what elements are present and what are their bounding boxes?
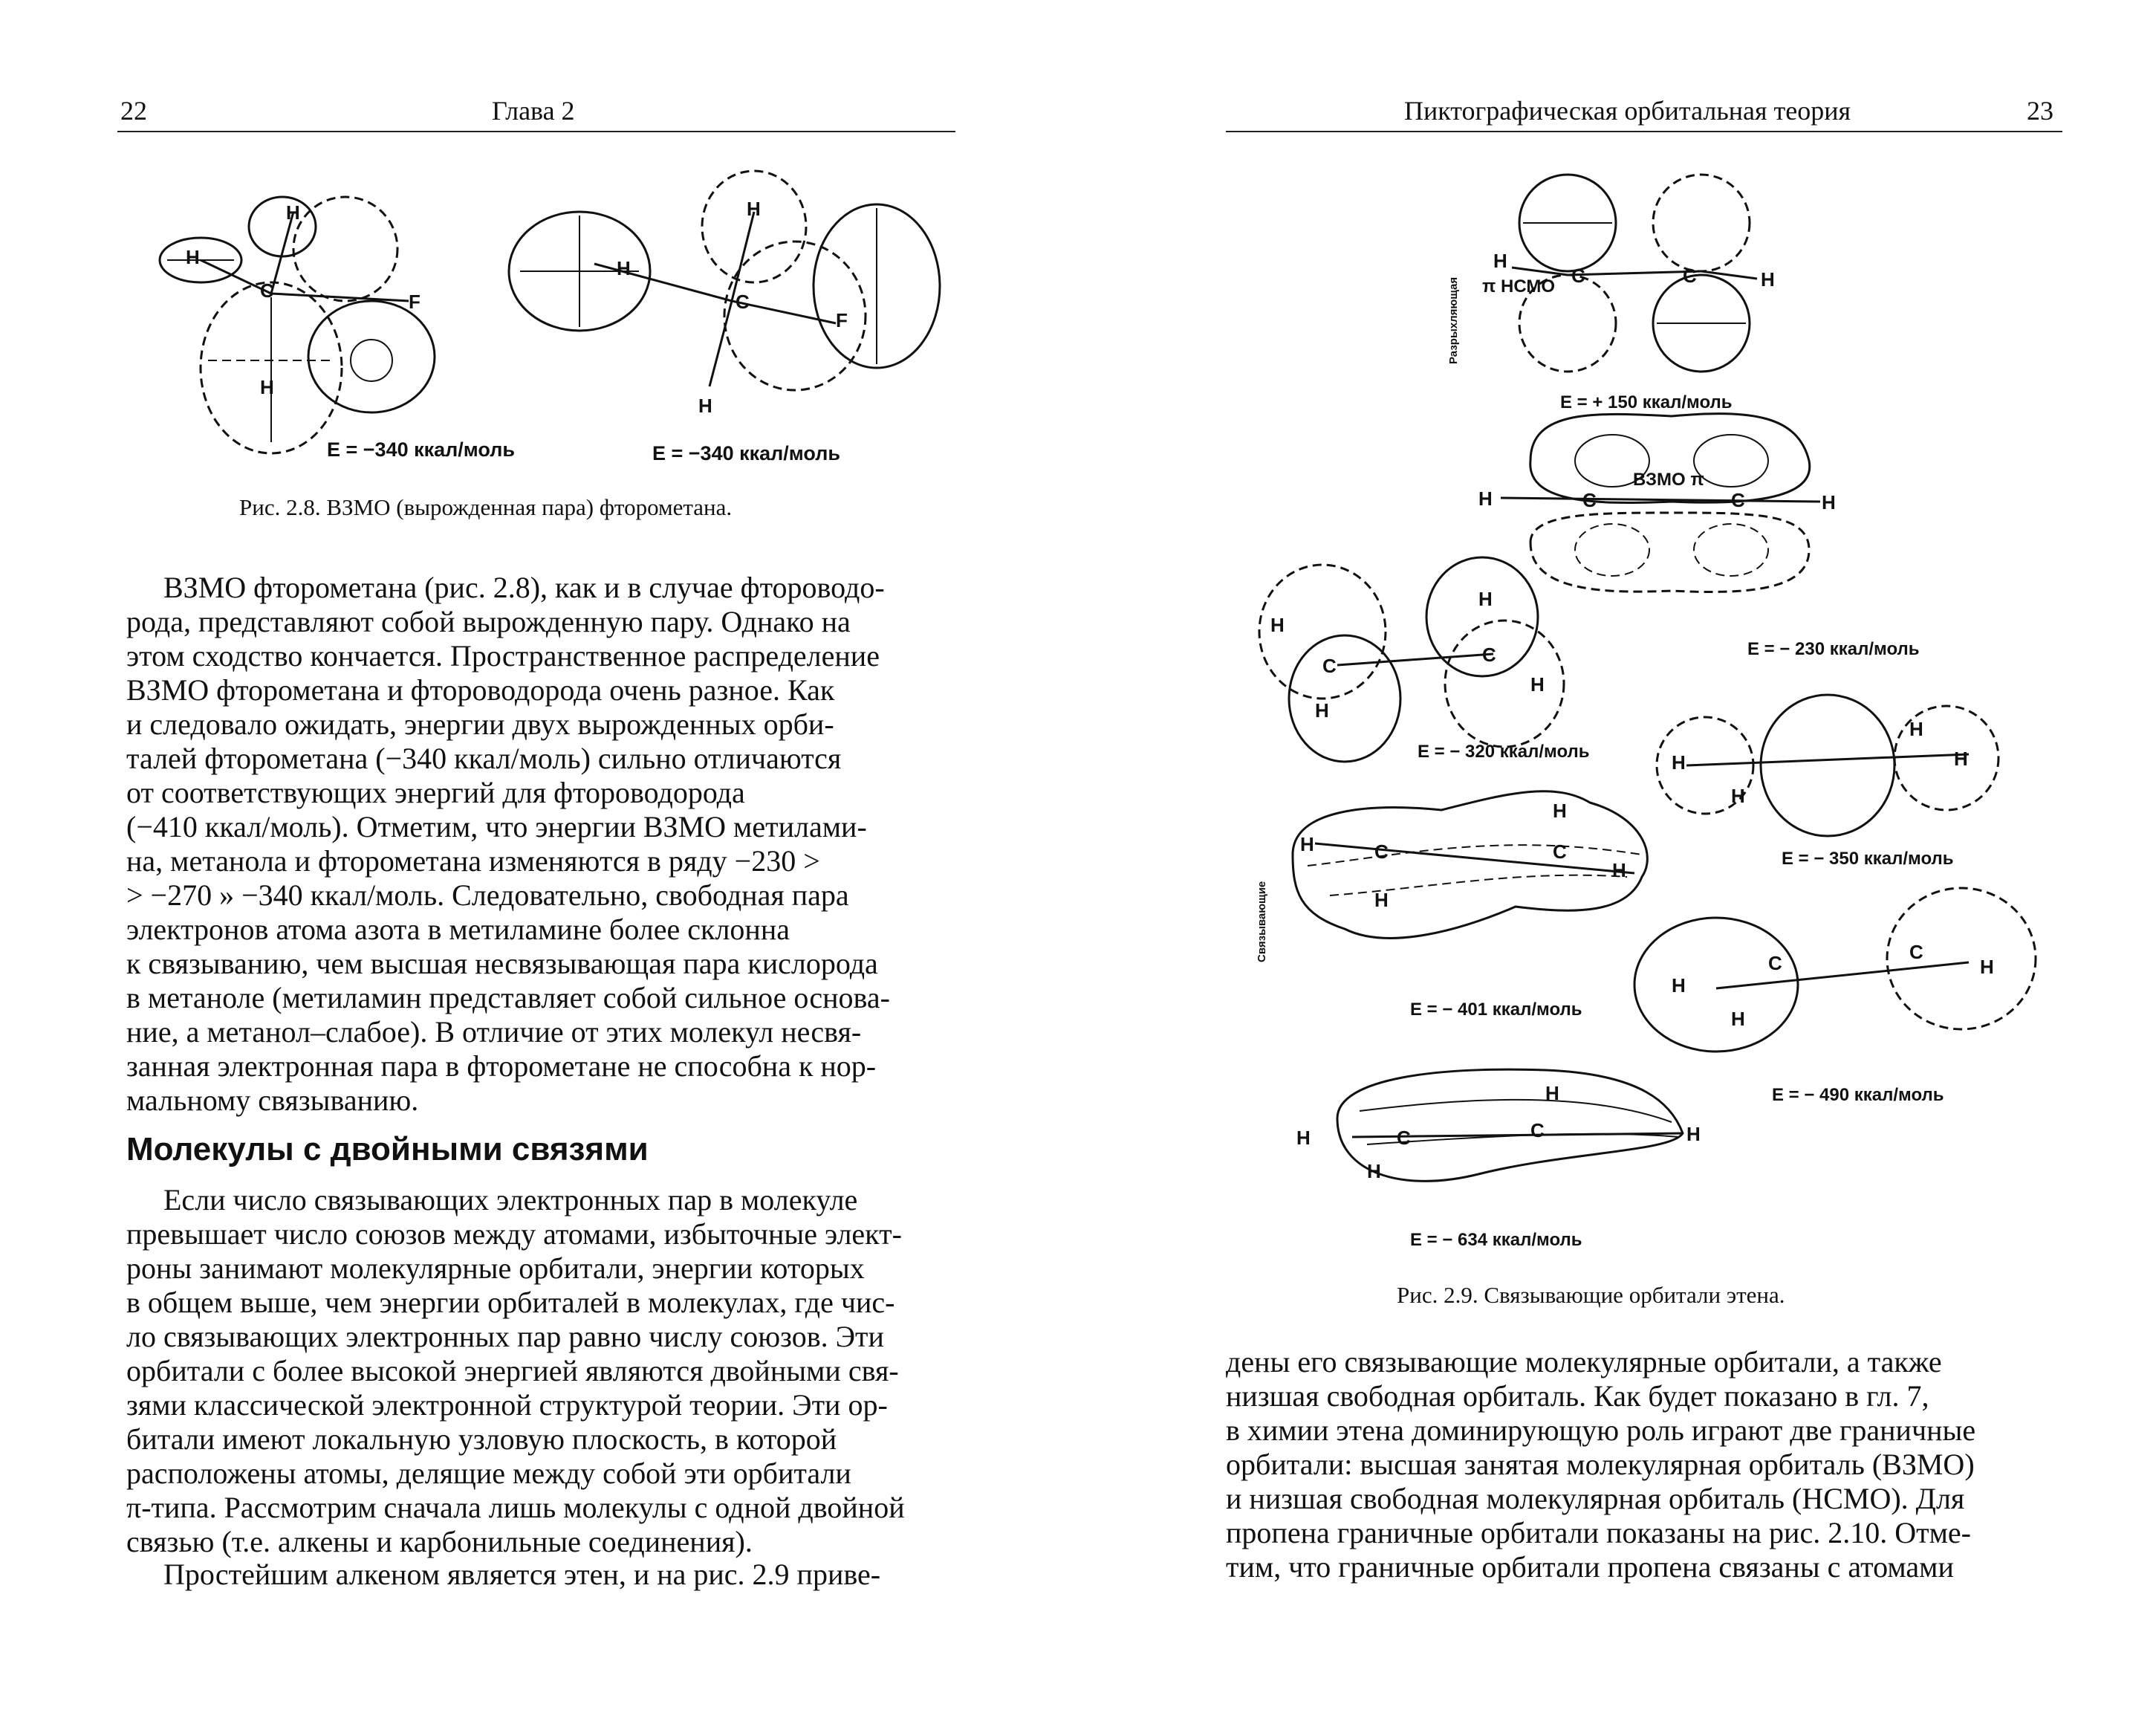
atom-label: C bbox=[1582, 489, 1597, 511]
text-line: занная электронная пара в фторометане не способна к нор- bbox=[126, 1049, 877, 1083]
energy-label-homo: E = − 230 ккал/моль bbox=[1747, 639, 1920, 659]
text-line: в метаноле (метиламин представляет собой сильное основа- bbox=[126, 981, 890, 1014]
text-line: Если число связывающих электронных пар в молекуле bbox=[163, 1183, 858, 1216]
bond bbox=[732, 212, 754, 301]
ethene-lumo bbox=[1493, 175, 1775, 372]
atom-label: H bbox=[1761, 268, 1775, 291]
atom-label: H bbox=[1731, 1008, 1745, 1030]
atom-label: H bbox=[186, 246, 200, 268]
bond bbox=[1337, 654, 1493, 665]
orbital-e401 bbox=[1293, 791, 1647, 939]
atom-label: H bbox=[1296, 1127, 1311, 1149]
bonding-side-label: Связывающие bbox=[1256, 881, 1268, 962]
fluoromethane-homo-left bbox=[160, 197, 435, 453]
text-line: орбитали: высшая занятая молекулярная орбиталь (ВЗМО) bbox=[1226, 1448, 1975, 1481]
text-line: ВЗМО фторометана и фтороводорода очень разное. Как bbox=[126, 673, 835, 707]
bond bbox=[1686, 754, 1969, 765]
atom-label: H bbox=[698, 395, 712, 417]
energy-label-634: E = − 634 ккал/моль bbox=[1410, 1230, 1582, 1250]
atom-label: H bbox=[1909, 718, 1923, 740]
atom-label: C bbox=[1553, 840, 1567, 863]
paragraph-body-3 bbox=[126, 1558, 962, 1592]
text-line: ВЗМО фторометана (рис. 2.8), как и в случае фтороводо- bbox=[163, 571, 885, 604]
energy-label-320: E = − 320 ккал/моль bbox=[1418, 742, 1590, 762]
orbital-lobe bbox=[1337, 1069, 1683, 1181]
text-line: ло связывающих электронных пар равно числу союзов. Эти bbox=[126, 1320, 884, 1353]
atom-label: H bbox=[747, 198, 761, 220]
figure-2-9-orbital-diagram bbox=[1256, 163, 2058, 1241]
atom-label: C bbox=[1374, 840, 1389, 863]
text-line: на, метанола и фторометана изменяются в ряду −230 > bbox=[126, 844, 820, 878]
text-line: рода, представляют собой вырожденную пару. Однако на bbox=[126, 605, 851, 638]
atom-label: H bbox=[1478, 588, 1493, 610]
energy-label-401: E = − 401 ккал/моль bbox=[1410, 1000, 1582, 1020]
orbital-lobe bbox=[293, 197, 397, 301]
text-line: тим, что граничные орбитали пропена связаны с атомами bbox=[1226, 1550, 1954, 1584]
atom-label: H bbox=[1374, 889, 1389, 911]
atom-label: H bbox=[1954, 748, 1968, 770]
energy-label-490: E = − 490 ккал/моль bbox=[1772, 1085, 1944, 1105]
energy-label-right: E = −340 ккал/моль bbox=[652, 442, 840, 464]
orbital-lobe bbox=[702, 171, 806, 282]
energy-label-left: E = −340 ккал/моль bbox=[327, 438, 515, 461]
text-line: мальному связыванию. bbox=[126, 1083, 419, 1117]
page-number-right: 23 bbox=[2027, 96, 2053, 126]
bond bbox=[1716, 962, 1969, 988]
text-line: Простейшим алкеном является этен, и на рис. 2.9 приве- bbox=[163, 1558, 881, 1591]
atom-label: H bbox=[1367, 1160, 1381, 1182]
fluoromethane-homo-right bbox=[509, 171, 940, 417]
header-rule-right bbox=[1226, 131, 2062, 132]
atom-label: H bbox=[1686, 1123, 1701, 1145]
text-line: зями классической электронной структурой теории. Эти ор- bbox=[126, 1388, 888, 1422]
running-head-right: Пиктографическая орбитальная теория bbox=[1404, 96, 1851, 126]
text-line: низшая свободная орбиталь. Как будет показано в гл. 7, bbox=[1226, 1379, 1929, 1413]
homo-label: ВЗМО π bbox=[1633, 470, 1704, 490]
orbital-e320 bbox=[1259, 557, 1564, 762]
atom-label: C bbox=[1530, 1119, 1545, 1141]
bond bbox=[594, 264, 732, 301]
lumo-label: π НСМО bbox=[1482, 276, 1556, 297]
atom-label: C bbox=[1768, 952, 1782, 974]
atom-label: C bbox=[1571, 265, 1585, 287]
atom-label: F bbox=[409, 291, 421, 313]
atom-label: H bbox=[1612, 859, 1626, 881]
orbital-lobe bbox=[1530, 513, 1809, 592]
paragraph-body-2 bbox=[126, 1183, 962, 1559]
bond bbox=[1315, 843, 1634, 873]
text-line: битали имеют локальную узловую плоскость, в которой bbox=[126, 1422, 837, 1456]
orbital-e350 bbox=[1657, 695, 1998, 836]
atom-label: C bbox=[1683, 265, 1697, 287]
figure-caption-2-9: Рис. 2.9. Связывающие орбитали этена. bbox=[1397, 1282, 1785, 1308]
atom-label: H bbox=[1315, 699, 1329, 722]
text-line: π-типа. Рассмотрим сначала лишь молекулы с одной двойной bbox=[126, 1491, 905, 1524]
text-line: и низшая свободная молекулярная орбиталь (НСМО). Для bbox=[1226, 1482, 1965, 1515]
text-line: от соответствующих энергий для фтороводорода bbox=[126, 776, 745, 809]
text-line: в общем выше, чем энергии орбиталей в молекулах, где чис- bbox=[126, 1286, 895, 1319]
text-line: роны занимают молекулярные орбитали, энергии которых bbox=[126, 1251, 865, 1285]
section-heading: Молекулы с двойными связями bbox=[126, 1131, 649, 1167]
orbital-lobe bbox=[351, 340, 392, 381]
atom-label: C bbox=[260, 279, 274, 302]
atom-label: H bbox=[1300, 833, 1314, 855]
atom-label: C bbox=[1909, 941, 1923, 963]
orbital-lobe bbox=[1293, 791, 1647, 939]
bond bbox=[1568, 271, 1701, 275]
atom-label: H bbox=[1822, 491, 1836, 514]
text-line: электронов атома азота в метиламине более склонна bbox=[126, 913, 790, 946]
text-line: пропена граничные орбитали показаны на рис. 2.10. Отме- bbox=[1226, 1516, 1971, 1549]
text-line: > −270 » −340 ккал/моль. Следовательно, свободная пара bbox=[126, 878, 849, 912]
orbital-e634 bbox=[1296, 1069, 1701, 1182]
text-line: дены его связывающие молекулярные орбитали, а также bbox=[1226, 1345, 1942, 1379]
orbital-lobe bbox=[1289, 635, 1400, 762]
text-line: этом сходство кончается. Пространственное распределение bbox=[126, 639, 880, 673]
energy-label-350: E = − 350 ккал/моль bbox=[1782, 849, 1954, 869]
page-number-left: 22 bbox=[120, 96, 147, 126]
header-rule-left bbox=[117, 131, 955, 132]
atom-label: H bbox=[1493, 250, 1507, 272]
text-line: превышает число союзов между атомами, избыточные элект- bbox=[126, 1217, 902, 1251]
atom-label: C bbox=[1482, 644, 1496, 666]
figure-caption-2-8: Рис. 2.8. ВЗМО (вырожденная пара) фторометана. bbox=[239, 494, 733, 520]
text-line: и следовало ожидать, энергии двух вырожденных орби- bbox=[126, 707, 834, 741]
text-line: талей фторометана (−340 ккал/моль) сильно отличаются bbox=[126, 742, 842, 775]
ethene-homo bbox=[1478, 414, 1836, 592]
orbital-lobe bbox=[1445, 621, 1564, 747]
text-line: ние, а метанол–слабое). В отличие от этих молекул несвя- bbox=[126, 1015, 862, 1049]
text-line: связью (т.е. алкены и карбонильные соединения). bbox=[126, 1525, 753, 1558]
text-line: в химии этена доминирующую роль играют две граничные bbox=[1226, 1413, 1976, 1447]
atom-label: H bbox=[260, 376, 274, 398]
atom-label: H bbox=[1478, 487, 1493, 510]
text-line: орбитали с более высокой энергией являются двойными свя- bbox=[126, 1354, 899, 1387]
text-line: расположены атомы, делящие между собой эти орбитали bbox=[126, 1457, 851, 1490]
atom-label: C bbox=[736, 291, 750, 313]
atom-label: H bbox=[1530, 673, 1545, 696]
atom-label: H bbox=[1545, 1082, 1559, 1104]
running-head-left: Глава 2 bbox=[492, 96, 575, 126]
atom-label: H bbox=[617, 257, 631, 279]
atom-label: H bbox=[1270, 614, 1285, 636]
text-line: (−410 ккал/моль). Отметим, что энергии ВЗМО метилами- bbox=[126, 810, 867, 843]
paragraph-body-right bbox=[1226, 1345, 2062, 1584]
atom-label: H bbox=[1731, 785, 1745, 807]
text-line: к связыванию, чем высшая несвязывающая пара кислорода bbox=[126, 947, 878, 980]
atom-label: C bbox=[1731, 489, 1745, 511]
figure-2-8-orbital-diagram bbox=[149, 167, 966, 464]
atom-label: H bbox=[1672, 974, 1686, 997]
atom-label: H bbox=[1553, 800, 1567, 822]
atom-label: C bbox=[1397, 1127, 1411, 1149]
orbital-lobe bbox=[1653, 175, 1750, 271]
orbital-e490 bbox=[1634, 888, 2036, 1052]
atom-label: H bbox=[1672, 751, 1686, 774]
antibonding-side-label: Разрыхляющая bbox=[1447, 276, 1460, 364]
paragraph-body-1 bbox=[126, 571, 962, 1118]
atom-label: H bbox=[1980, 956, 1994, 978]
energy-label-lumo: E = + 150 ккал/моль bbox=[1560, 392, 1733, 412]
atom-label: H bbox=[286, 201, 300, 224]
atom-label: C bbox=[1322, 655, 1337, 677]
orbital-lobe bbox=[249, 197, 316, 256]
bond bbox=[271, 212, 293, 294]
orbital-lobe bbox=[1761, 695, 1894, 836]
atom-label: F bbox=[836, 309, 848, 331]
orbital-lobe bbox=[1634, 918, 1798, 1052]
